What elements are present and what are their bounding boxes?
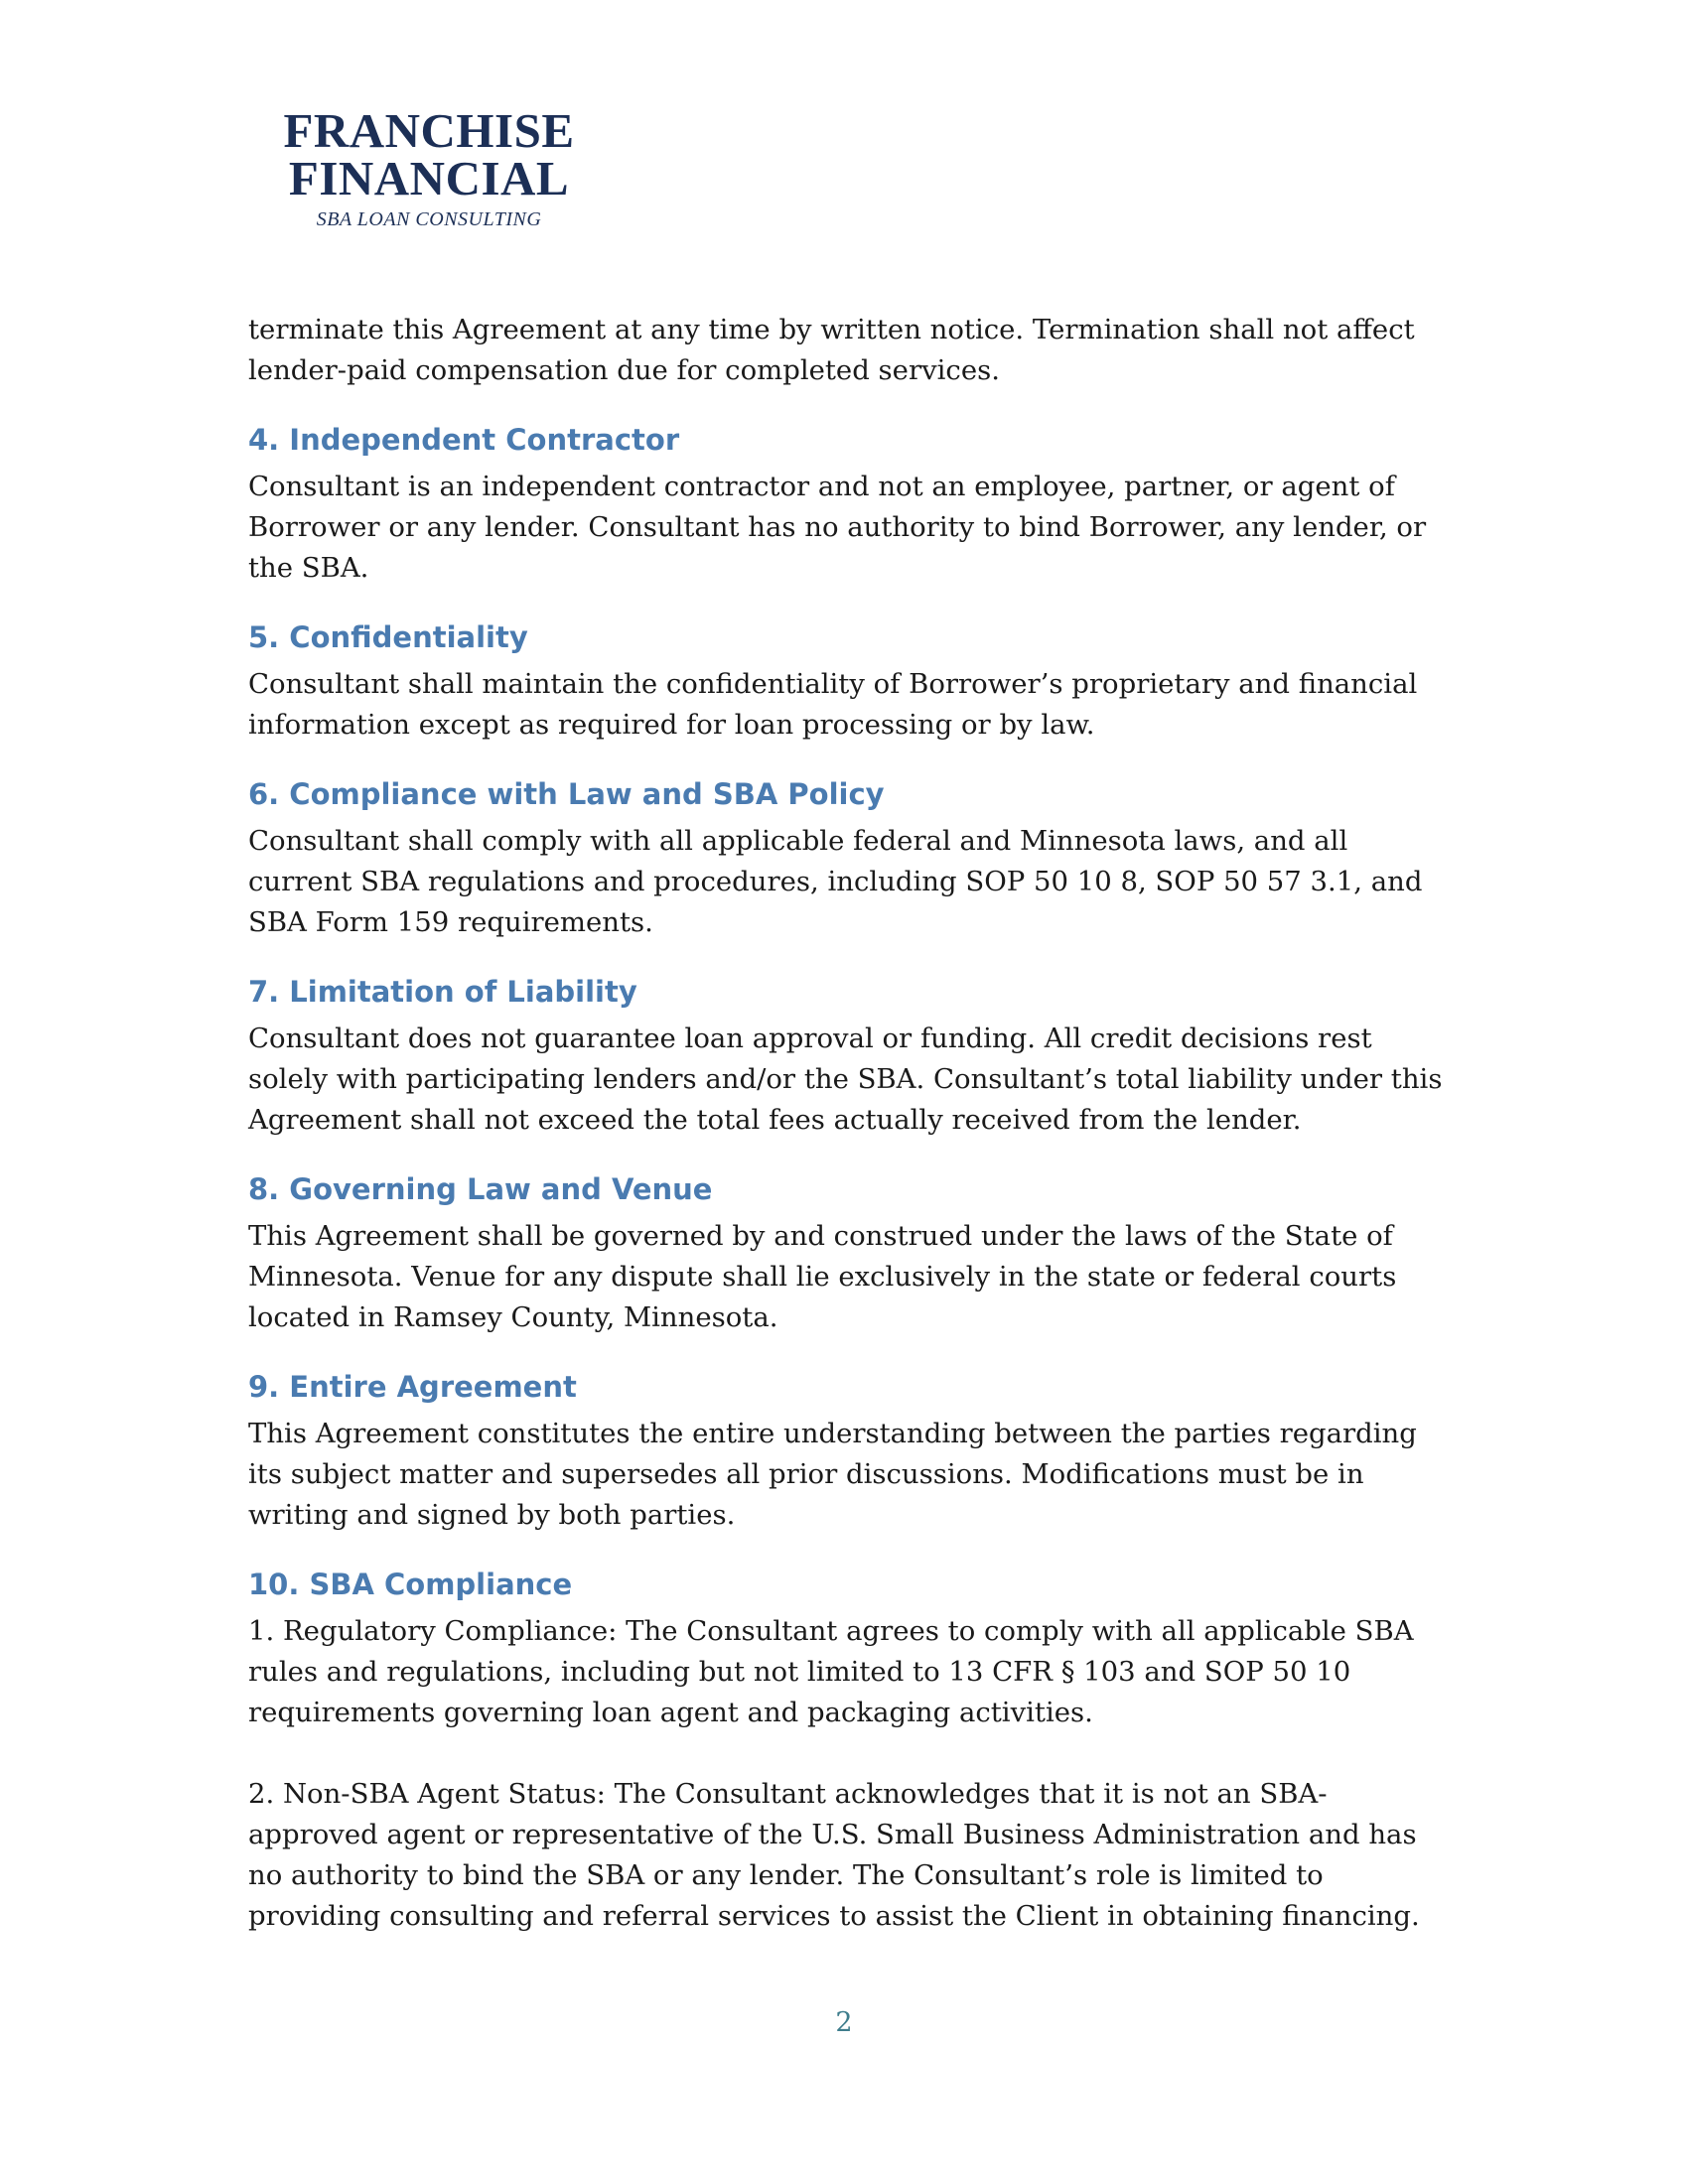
section-heading: 8. Governing Law and Venue bbox=[248, 1172, 713, 1206]
section-body: This Agreement constitutes the entire understanding between the parties regarding its subject matter and supersedes all prior discussions. Modifications must be in writing and signed by both parties. bbox=[248, 1418, 1417, 1531]
section-governing-law bbox=[248, 1169, 1450, 1338]
section-entire-agreement bbox=[248, 1367, 1450, 1536]
section-heading: 6. Compliance with Law and SBA Policy bbox=[248, 777, 885, 811]
section-body-2: 2. Non-SBA Agent Status: The Consultant acknowledges that it is not an SBA-approved agent or representative of the U.S. Small Business Administration and has no authority to bind the SBA or any lender. The Consultant’s role is limited to providing consulting and referral services to assist the Client in obtaining financing. bbox=[248, 1778, 1420, 1932]
section-heading: 4. Independent Contractor bbox=[248, 423, 680, 457]
section-body: 1. Regulatory Compliance: The Consultant agrees to comply with all applicable SBA rules and regulations, including but not limited to 13 CFR § 103 and SOP 50 10 requirements governing loan agent and packaging activities. bbox=[248, 1615, 1414, 1728]
section-heading: 7. Limitation of Liability bbox=[248, 975, 637, 1009]
logo-line-2: FINANCIAL bbox=[288, 151, 570, 205]
section-heading: 5. Confidentiality bbox=[248, 620, 528, 654]
section-heading: 10. SBA Compliance bbox=[248, 1568, 573, 1601]
section-confidentiality bbox=[248, 617, 1450, 746]
intro-paragraph: terminate this Agreement at any time by written notice. Termination shall not affect lender-paid compensation due for completed services. bbox=[248, 314, 1415, 386]
section-independent-contractor bbox=[248, 420, 1450, 589]
section-body: Consultant shall maintain the confidentiality of Borrower’s proprietary and financial information except as required for loan processing or by law. bbox=[248, 668, 1418, 741]
section-body: Consultant does not guarantee loan approval or funding. All credit decisions rest solely with participating lenders and/or the SBA. Consultant’s total liability under this Agreement shall not exceed the total fees actually received from the lender. bbox=[248, 1023, 1443, 1136]
section-sba-compliance bbox=[248, 1565, 1450, 1937]
page-number: 2 bbox=[835, 2007, 853, 2038]
logo-subtitle: SBA LOAN CONSULTING bbox=[316, 208, 542, 230]
section-body: Consultant shall comply with all applicable federal and Minnesota laws, and all current SBA regulations and procedures, including SOP 50 10 8, SOP 50 57 3.1, and SBA Form 159 requirements. bbox=[248, 825, 1423, 938]
section-heading: 9. Entire Agreement bbox=[248, 1370, 577, 1404]
section-compliance-with-law bbox=[248, 774, 1450, 943]
section-limitation-of-liability bbox=[248, 972, 1450, 1141]
section-body: Consultant is an independent contractor and not an employee, partner, or agent of Borrower or any lender. Consultant has no authority to bind Borrower, any lender, or the SBA. bbox=[248, 471, 1427, 584]
logo-line-1: FRANCHISE bbox=[283, 103, 575, 158]
company-logo bbox=[280, 103, 578, 231]
section-body: This Agreement shall be governed by and construed under the laws of the State of Minnesota. Venue for any dispute shall lie exclusively in the state or federal courts located in Ramsey County, Minnesota. bbox=[248, 1220, 1397, 1333]
document-body bbox=[248, 310, 1450, 1937]
